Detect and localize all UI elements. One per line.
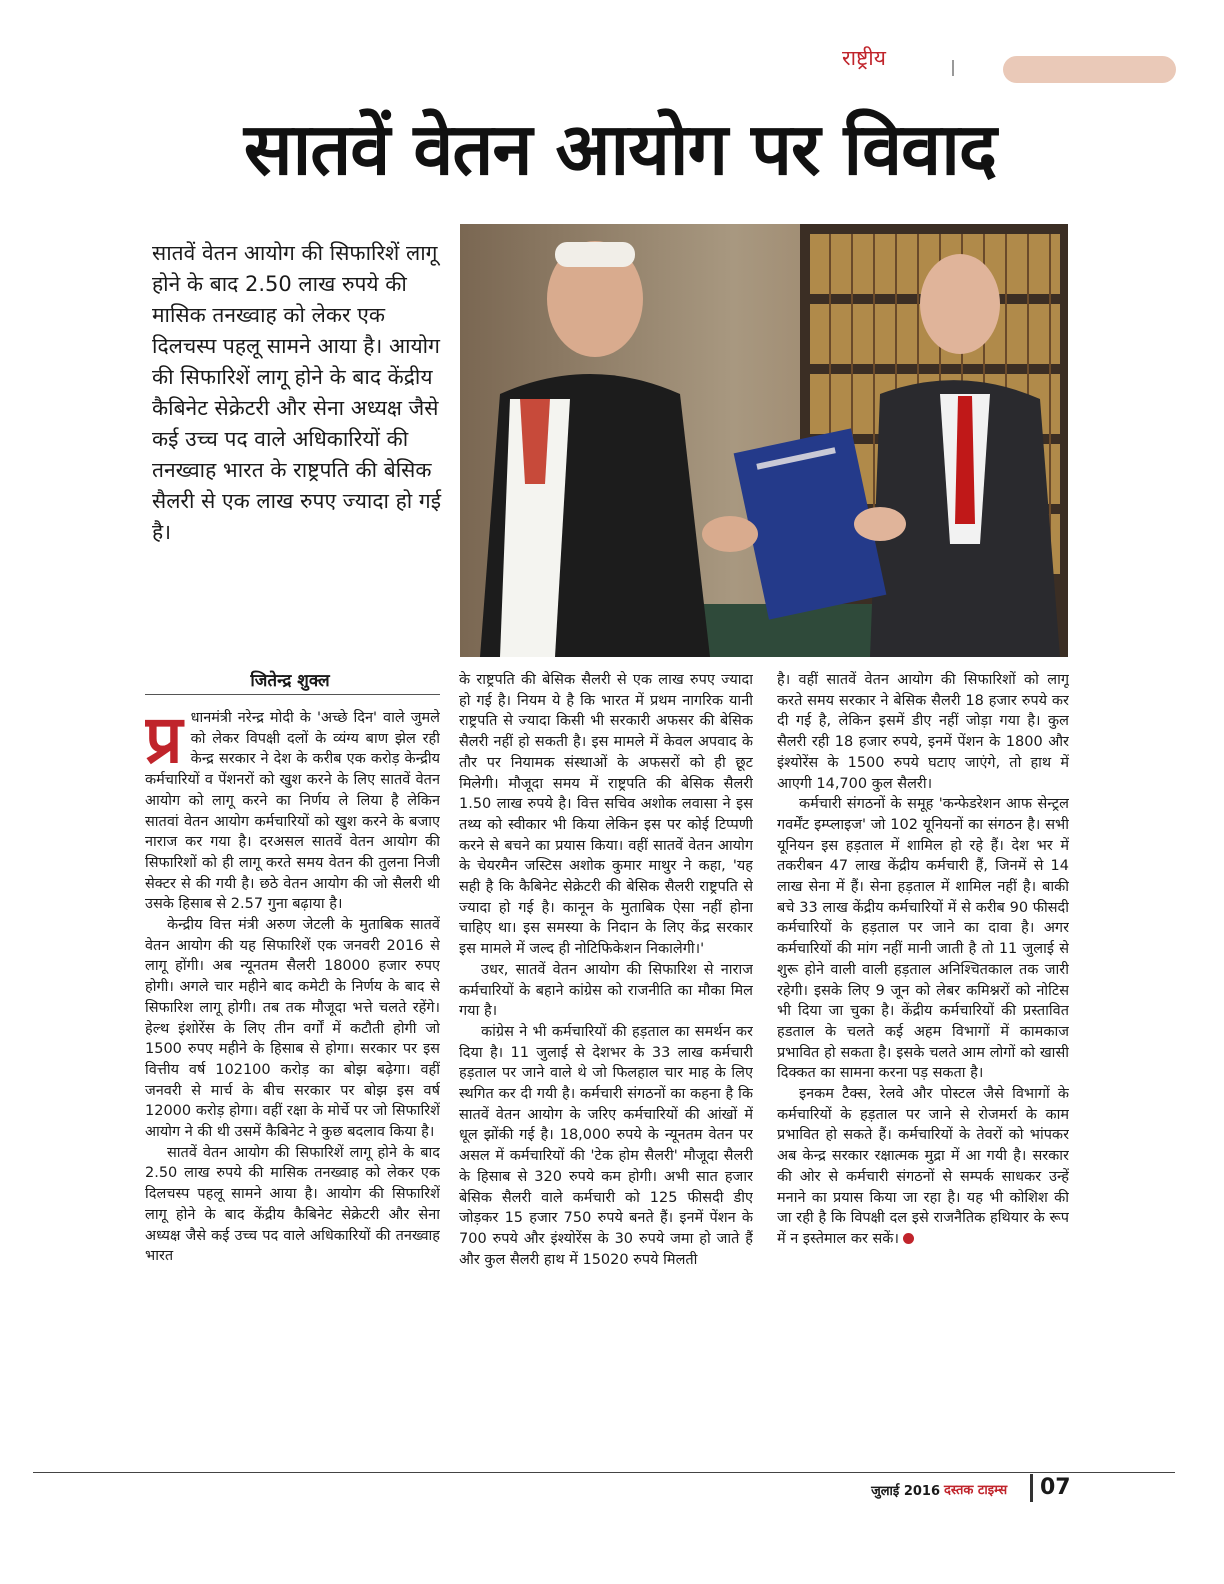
byline-author: जितेन्द्र शुक्ल [250,671,330,691]
header-pill [1003,56,1176,83]
footer-brand-logo: दस्तक टाइम्स [944,1483,1008,1498]
byline-rule [145,694,440,695]
article-paragraph: है। वहीं सातवें वेतन आयोग की सिफारिशों को लागू करते समय सरकार ने बेसिक सैलरी 18 हजार रुपये कर दी गई है, लेकिन इसमें डीए नहीं जोड़ा गया है। कुल सैलरी रही 18 हजार रुपये, इनमें पेंशन के 1800 और इंश्योरेंस के 1500 रुपये घटाए जाएंगे, तो हाथ में आएगी 14,700 कुल सैलरी। [777,672,1069,792]
page-number: 07 [1040,1475,1071,1500]
footer-date: जुलाई 2016 [871,1484,940,1499]
article-paragraph: कर्मचारी संगठनों के समूह 'कन्फेडरेशन आफ सेन्ट्रल गवर्मेंट इम्प्लाइज' जो 102 यूनियनों का संगठन है। सभी यूनियन इस हड़ताल में शामिल हो रहे हैं। देश भर में तकरीबन 47 लाख केंद्रीय कर्मचारी हैं, जिनमें से 14 लाख सेना में हैं। सेना हड़ताल में शामिल नहीं है। बाकी बचे 33 लाख केंद्रीय कर्मचारियों में से करीब 90 फीसदी कर्मचारियों के हड़ताल पर जाने का दावा है। अगर कर्मचारियों की मांग नहीं मानी जाती है तो 11 जुलाई से शुरू होने वाली वाली हड़ताल अनिश्चितकाल तक जारी रहेगी। इसके लिए 9 जून को लेबर कमिश्नरों को नोटिस भी दिया जा चुका है। केंद्रीय कर्मचारियों की प्रस्तावित हडताल के चलते कई अहम विभागों में कामकाज प्रभावित हो सकता है। इसके चलते आम लोगों को खासी दिक्कत का सामना करना पड़ सकता है। [777,796,1069,1082]
article-paragraph: सातवें वेतन आयोग की सिफारिशें लागू होने के बाद 2.50 लाख रुपये की मासिक तनख्वाह को लेकर एक दिलचस्प पहलू सामने आया है। आयोग की सिफारिशें लागू होने के बाद केंद्रीय कैबिनेट सेक्रेटरी और सेना अध्यक्ष जैसे कई उच्च पद वाले अधिकारियों की तनख्वाह भारत [145,1144,440,1265]
article-paragraph: कांग्रेस ने भी कर्मचारियों की हड़ताल का समर्थन कर दिया है। 11 जुलाई से देशभर के 33 लाख कर्मचारी हड़ताल पर जाने वाले थे जो फिलहाल चार माह के लिए स्थगित कर दी गयी है। कर्मचारी संगठनों का कहना है कि सातवें वेतन आयोग के जरिए कर्मचारियों की आंखों में धूल झोंकी गई है। 18,000 रुपये के न्यूनतम वेतन पर असल में कर्मचारियों की 'टेक होम सैलरी' मौजूदा सैलरी के हिसाब से 320 रुपये कम होगी। अभी सात हजार बेसिक सैलरी वाले कर्मचारी को 125 फीसदी डीए जोड़कर 15 हजार 750 रुपये बनते हैं। इनमें पेंशन के 700 रुपये और इंश्योरेंस के 30 रुपये जमा हो जाते हैं और कुल सैलरी हाथ में 15020 रुपये मिलती [459,1023,753,1268]
drop-cap: प्र [145,708,183,778]
footer-divider [1030,1474,1033,1502]
section-label: राष्ट्रीय [842,46,886,70]
end-mark-icon [903,1233,914,1244]
article-paragraph: के राष्ट्रपति की बेसिक सैलरी से एक लाख रुपए ज्यादा हो गई है। नियम ये है कि भारत में प्रथम नागरिक यानी राष्ट्रपति से ज्यादा किसी भी सरकारी अफसर की बेसिक सैलरी नहीं हो सकती है। इस मामले में केवल अपवाद के तौर पर नियामक संस्थाओं के अफसरों को ही छूट मिलेगी। मौजूदा समय में राष्ट्रपति की बेसिक सैलरी 1.50 लाख रुपये है। वित्त सचिव अशोक लवासा ने इस तथ्य को स्वीकार भी किया लेकिन इस पर कोई टिप्पणी करने से बचने का प्रयास किया। वहीं सातवें वेतन आयोग के चेयरमैन जस्टिस अशोक कुमार माथुर ने कहा, 'यह सही है कि कैबिनेट सेक्रेटरी की बेसिक सैलरी राष्ट्रपति से ज्यादा हो गई है। कानून के मुताबिक ऐसा नहीं होना चाहिए था। इस समस्या के निदान के लिए केंद्र सरकार इस मामले में जल्द ही नोटिफिकेशन निकालेगी।' [459,672,753,958]
article-column-2 [459,670,753,1460]
article-paragraph: केन्द्रीय वित्त मंत्री अरुण जेटली के मुताबिक सातवें वेतन आयोग की यह सिफारिशें एक जनवरी 2016 से लागू होंगी। अब न्यूनतम सैलरी 18000 हजार रुपए होगी। अगले चार महीने बाद कमेटी के निर्णय के बाद से सिफारिश लागू होगी। तब तक मौजूदा भत्ते चलते रहेंगे। हेल्थ इंशोरेंस के लिए तीन वर्गों में कटौती होगी जो 1500 रुपए महीने के हिसाब से होगा। सरकार पर इस वित्तीय वर्ष 102100 करोड़ का बोझ बढ़ेगा। वहीं जनवरी से मार्च के बीच सरकार पर बोझ इस वर्ष 12000 करोड़ होगा। वहीं रक्षा के मोर्चे पर जो सिफारिशें आयोग ने की थी उसमें कैबिनेट ने कुछ बदलाव किया है। [145,917,440,1141]
deck-summary: सातवें वेतन आयोग की सिफारिशें लागू होने के बाद 2.50 लाख रुपये की मासिक तनख्वाह को लेकर एक दिलचस्प पहलू सामने आया है। आयोग की सिफारिशें लागू होने के बाद केंद्रीय कैबिनेट सेक्रेटरी और सेना अध्यक्ष जैसे कई उच्च पद वाले अधिकारियों की तनख्वाह भारत के राष्ट्रपति की बेसिक सैलरी से एक लाख रुपए ज्यादा हो गई है। [152,241,442,544]
section-divider [952,60,954,76]
article-column-3 [777,670,1069,1460]
headline: सातवें वेतन आयोग पर विवाद [243,107,997,191]
article-paragraph [777,1084,1069,1250]
photo-illustration [460,224,1068,657]
article-paragraph: धानमंत्री नरेन्द्र मोदी के 'अच्छे दिन' वाले जुमले को लेकर विपक्षी दलों के व्यंग्य बाण झेल रही केन्द्र सरकार ने देश के करीब एक करोड़ केन्द्रीय कर्मचारियों व पेंशनरों को खुश करने के लिए सातवें वेतन आयोग को लागू करने का निर्णय ले लिया है लेकिन सातवां वेतन आयोग कर्मचारियों को खुश करने के बजाए नाराज कर गया है। दरअसल सातवें वेतन आयोग की सिफारिशों को ही लागू करते समय वेतन की तुलना निजी सेक्टर से की गयी है। छठे वेतन आयोग की जो सैलरी थी उसके हिसाब से 2.57 गुना बढ़ाया है। [145,710,440,913]
article-column-1 [145,708,440,1460]
article-paragraph-text: इनकम टैक्स, रेलवे और पोस्टल जैसे विभागों के कर्मचारियों के हड़ताल पर जाने से रोजमर्रा के काम प्रभावित हो सकते हैं। कर्मचारियों के तेवरों को भांपकर अब केन्द्र सरकार रक्षात्मक मुद्रा में आ गयी है। सरकार की ओर से कर्मचारी संगठनों से सम्पर्क साधकर उन्हें मनाने का प्रयास किया जा रहा है। यह भी कोशिश की जा रही है कि विपक्षी दल इसे राजनैतिक हथियार के रूप में न इस्तेमाल कर सकें। [777,1086,1069,1247]
news-photo [460,224,1068,657]
article-paragraph: उधर, सातवें वेतन आयोग की सिफारिश से नाराज कर्मचारियों के बहाने कांग्रेस को राजनीति का मौका मिल गया है। [459,961,753,1020]
footer-rule [33,1472,1175,1473]
